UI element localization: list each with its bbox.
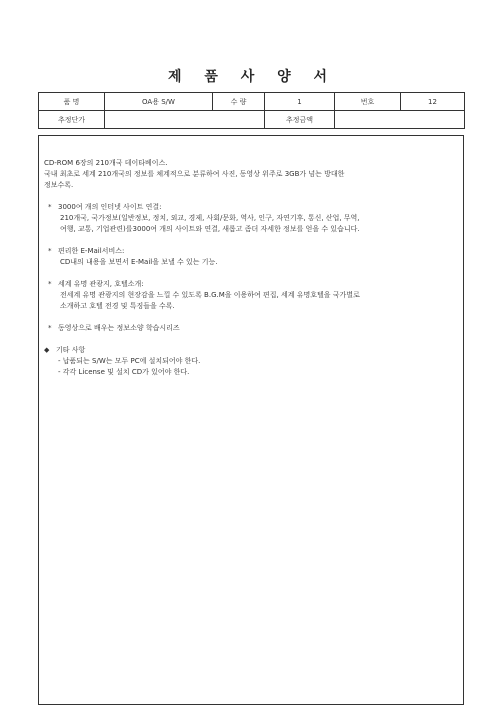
spec-row-2 (39, 111, 465, 129)
feature-item-video (44, 323, 458, 334)
feature-item-tourism (44, 279, 458, 312)
no-value: 12 (401, 93, 465, 111)
feature-text: 소개하고 호텔 전경 및 특징들을 수록. (60, 302, 175, 310)
feature-item-internet (44, 202, 458, 235)
feature-text: 여행, 교통, 기업관련)를3000여 개의 사이트와 연결, 새롭고 좀더 자세한 정보를 얻을 수 있습니다. (60, 225, 360, 233)
no-label: 번호 (335, 93, 401, 111)
diamond-icon: ◆ (44, 346, 50, 354)
feature-heading: 3000여 개의 인터넷 사이트 연결: (58, 203, 162, 211)
feature-item-email (44, 246, 458, 268)
feature-heading: 세계 유명 관광지, 호텔소개: (58, 280, 144, 288)
unit-price-label: 추정단가 (39, 111, 105, 129)
other-note: - 각각 License 및 설치 CD가 있어야 한다. (58, 368, 190, 376)
feature-text: CD내의 내용을 보면서 E-Mail을 보낼 수 있는 기능. (60, 258, 218, 266)
document-title: 제 품 사 양 서 (167, 69, 337, 85)
bullet-mark: * (48, 280, 52, 288)
name-label: 품 명 (39, 93, 105, 111)
other-notes (44, 345, 458, 378)
amount-label: 추정금액 (265, 111, 335, 129)
qty-value: 1 (265, 93, 335, 111)
other-note: - 납품되는 S/W는 모두 PC에 설치되어야 한다. (58, 357, 201, 365)
qty-label: 수 량 (213, 93, 265, 111)
spec-row-1 (39, 93, 465, 111)
name-value: OA용 S/W (105, 93, 213, 111)
amount-value (335, 111, 465, 129)
bullet-mark: * (48, 324, 52, 332)
intro-line: 국내 최초로 세계 210개국의 정보를 체계적으로 분류하여 사진, 동영상 위주로 3GB가 넘는 방대한 (44, 170, 345, 178)
bullet-mark: * (48, 203, 52, 211)
intro-line: CD-ROM 6장의 210개국 데이타베이스. (44, 159, 168, 167)
feature-text: 전세계 유명 관광지의 현장감을 느낄 수 있도록 B.G.M을 이용하여 편집, 세계 유명호텔을 국가별로 (60, 291, 360, 299)
feature-heading: 동영상으로 배우는 정보소양 학습시리즈 (58, 324, 180, 332)
spec-content (44, 158, 458, 378)
unit-price-value (105, 111, 265, 129)
other-heading: 기타 사항 (56, 346, 86, 354)
feature-heading: 편리한 E-Mail서비스: (58, 247, 125, 255)
feature-text: 210개국, 국가정보(일반정보, 정치, 외교, 경제, 사회/문화, 역사, 인구, 자연기후, 통신, 산업, 무역, (60, 214, 360, 222)
spec-table (38, 92, 465, 129)
intro-line: 정보수록. (44, 181, 74, 189)
spec-body (38, 135, 464, 705)
bullet-mark: * (48, 247, 52, 255)
